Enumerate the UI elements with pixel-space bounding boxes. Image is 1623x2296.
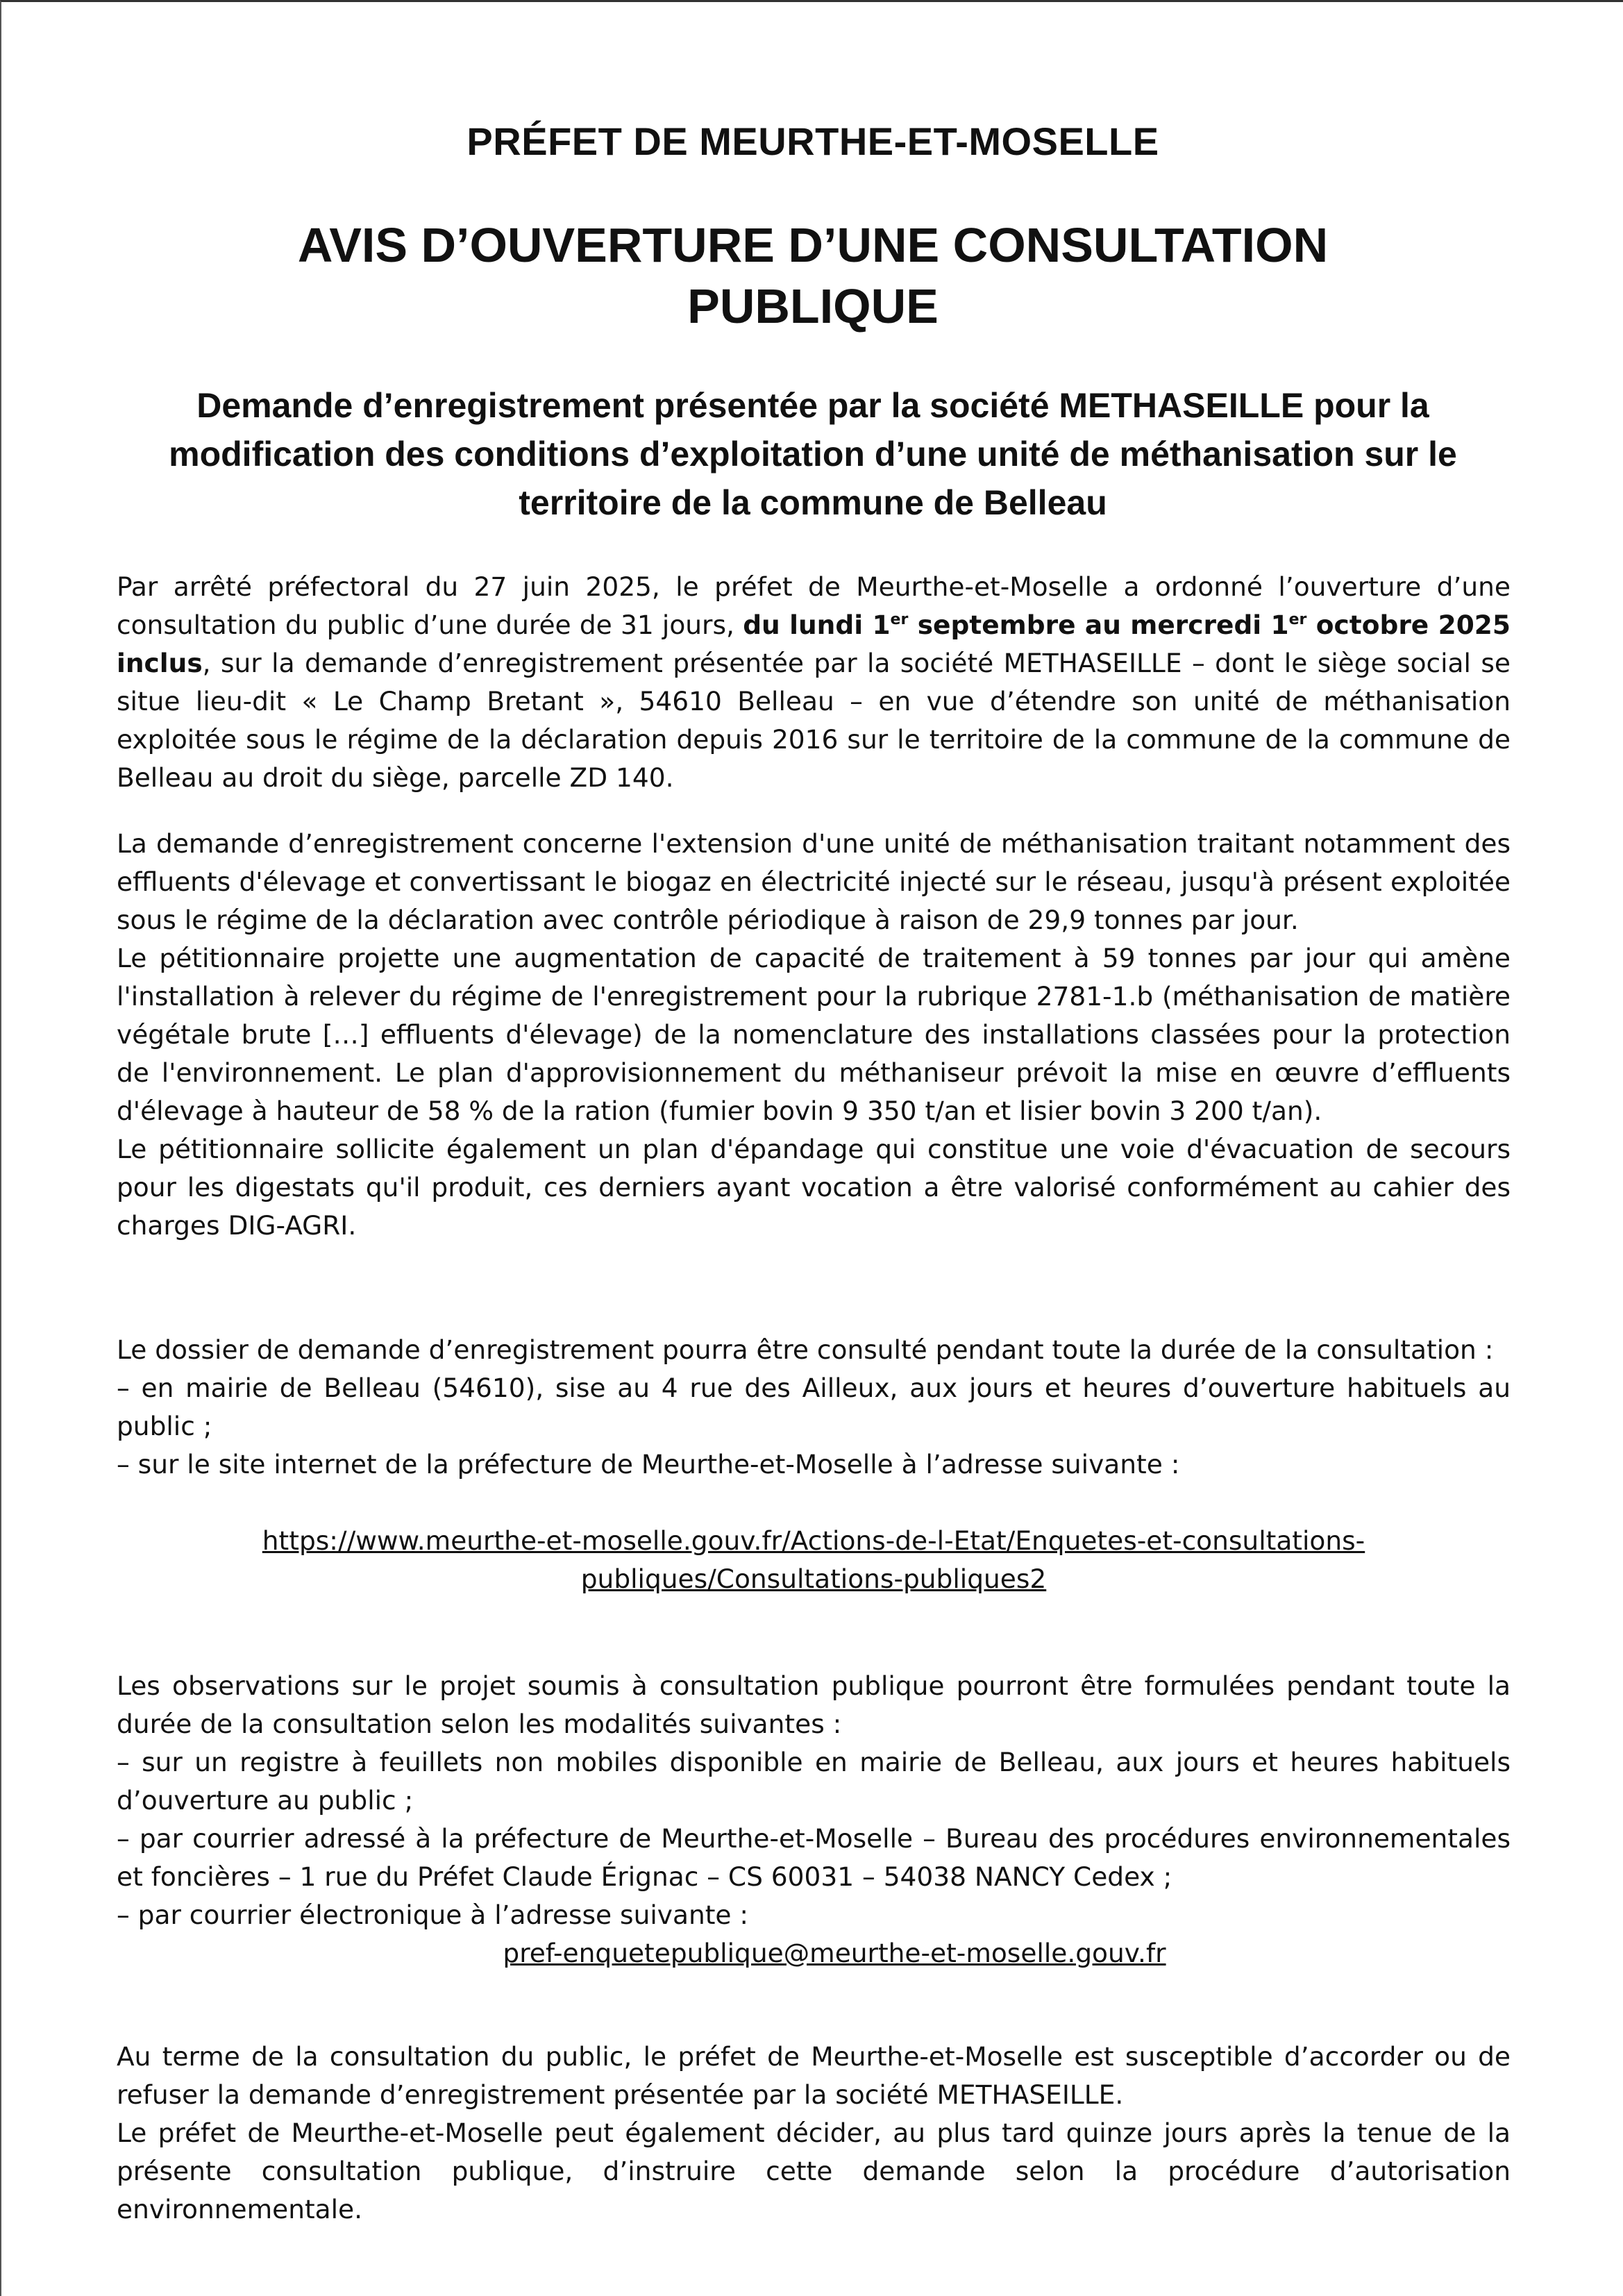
url-line2[interactable]: publiques/Consultations-publiques2 xyxy=(580,1564,1047,1594)
paragraph-conclusion xyxy=(117,2038,1511,2229)
file-access-intro: Le dossier de demande d’enregistrement pourra être consulté pendant toute la durée de la consultation : xyxy=(117,1334,1494,1365)
prefet-heading: PRÉFET DE MEURTHE-ET-MOSELLE xyxy=(466,119,1159,163)
conclusion-text-2: Le préfet de Meurthe-et-Moselle peut également décider, au plus tard quinze jours après la tenue de la présente consultation publique, d’instruire cette demande selon la procédure d’autorisation environnementale. xyxy=(117,2118,1511,2224)
paragraph-order xyxy=(117,568,1511,797)
order-details: , sur la demande d’enregistrement présentée par la société METHASEILLE – dont le siège social se situe lieu-dit « Le Champ Bretant », 54610 Belleau – en vue d’étendre son unité de méthanisation exploitée sous le régime de la déclaration depuis 2016 sur le territoire de la commune de la commune de Belleau au droit du siège, parcelle ZD 140. xyxy=(117,648,1511,793)
notice-title-line1: AVIS D’OUVERTURE D’UNE CONSULTATION xyxy=(297,218,1329,272)
notice-title xyxy=(1,215,1623,337)
file-access-item-website: – sur le site internet de la préfecture de Meurthe-et-Moselle à l’adresse suivante : xyxy=(117,1449,1180,1480)
spacer xyxy=(117,1484,1511,1522)
file-access-item-mairie: – en mairie de Belleau (54610), sise au 4 rue des Ailleux, aux jours et heures d’ouverture habituels au public ; xyxy=(117,1373,1511,1441)
observations-item-email: – par courrier électronique à l’adresse suivante : xyxy=(117,1900,749,1930)
paragraph-file-access xyxy=(117,1331,1511,1598)
order-intro: Par arrêté préfectoral du 27 juin 2025, le préfet de Meurthe-et-Moselle a ordonné l’ouverture d’une consultation du public d’une durée de 31 jours, xyxy=(117,571,1511,640)
observations-intro: Les observations sur le projet soumis à consultation publique pourront être formulées pendant toute la durée de la consultation selon les modalités suivantes : xyxy=(117,1670,1511,1739)
notice-title-line2: PUBLIQUE xyxy=(687,279,939,333)
paragraph-observations xyxy=(117,1667,1511,1972)
observations-item-mail: – par courrier adressé à la préfecture de Meurthe-et-Moselle – Bureau des procédures environnementales et foncières – 1 rue du Préfet Claude Érignac – CS 60031 – 54038 NANCY Cedex ; xyxy=(117,1823,1511,1892)
notice-subtitle: Demande d’enregistrement présentée par la société METHASEILLE pour la modification des conditions d’exploitation d’une unité de méthanisation sur le territoire de la commune de Belleau xyxy=(169,386,1457,522)
request-text-1: La demande d’enregistrement concerne l'extension d'une unité de méthanisation traitant notamment des effluents d'élevage et convertissant le biogaz en électricité injecté sur le réseau, jusqu'à présent exploitée sous le régime de la déclaration avec contrôle périodique à raison de 29,9 tonnes par jour. xyxy=(117,828,1511,935)
email-link[interactable]: pref-enquetepublique@meurthe-et-moselle.gouv.fr xyxy=(503,1938,1166,1968)
request-text-3: Le pétitionnaire sollicite également un plan d'épandage qui constitue une voie d'évacuation de secours pour les digestats qu'il produit, ces derniers ayant vocation a être valorisé conformément au cahier des charges DIG-AGRI. xyxy=(117,1134,1511,1241)
url-line1[interactable]: https://www.meurthe-et-moselle.gouv.fr/Actions-de-l-Etat/Enquetes-et-consultations- xyxy=(262,1525,1365,1556)
email-line xyxy=(117,1934,1511,1972)
date-end-suffix: octobre 2025 inclus xyxy=(117,610,1511,678)
prefecture-url[interactable] xyxy=(117,1522,1511,1598)
paragraph-request xyxy=(117,825,1511,1245)
request-text-2: Le pétitionnaire projette une augmentation de capacité de traitement à 59 tonnes par jour qui amène l'installation à relever du régime de l'enregistrement pour la rubrique 2781-1.b (méthanisation de matière végétale brute […] effluents d'élevage) de la nomenclature des installations classées pour la protection de l'environnement. Le plan d'approvisionnement du méthaniseur prévoit la mise en œuvre d’effluents d'élevage à hauteur de 58 % de la ration (fumier bovin 9 350 t/an et lisier bovin 3 200 t/an). xyxy=(117,943,1511,1126)
ordinal-sup: er xyxy=(1288,611,1307,628)
conclusion-text-1: Au terme de la consultation du public, le préfet de Meurthe-et-Moselle est susceptible d’accorder ou de refuser la demande d’enregistrement présentée par la société METHASEILLE. xyxy=(117,2041,1511,2110)
order-text xyxy=(117,568,1511,797)
date-end-prefix: septembre au mercredi 1 xyxy=(908,610,1289,640)
ordinal-sup: er xyxy=(890,611,909,628)
observations-item-register: – sur un registre à feuillets non mobiles disponible en mairie de Belleau, aux jours et heures habituels d’ouverture au public ; xyxy=(117,1747,1511,1816)
date-start-prefix: du lundi 1 xyxy=(743,610,891,640)
